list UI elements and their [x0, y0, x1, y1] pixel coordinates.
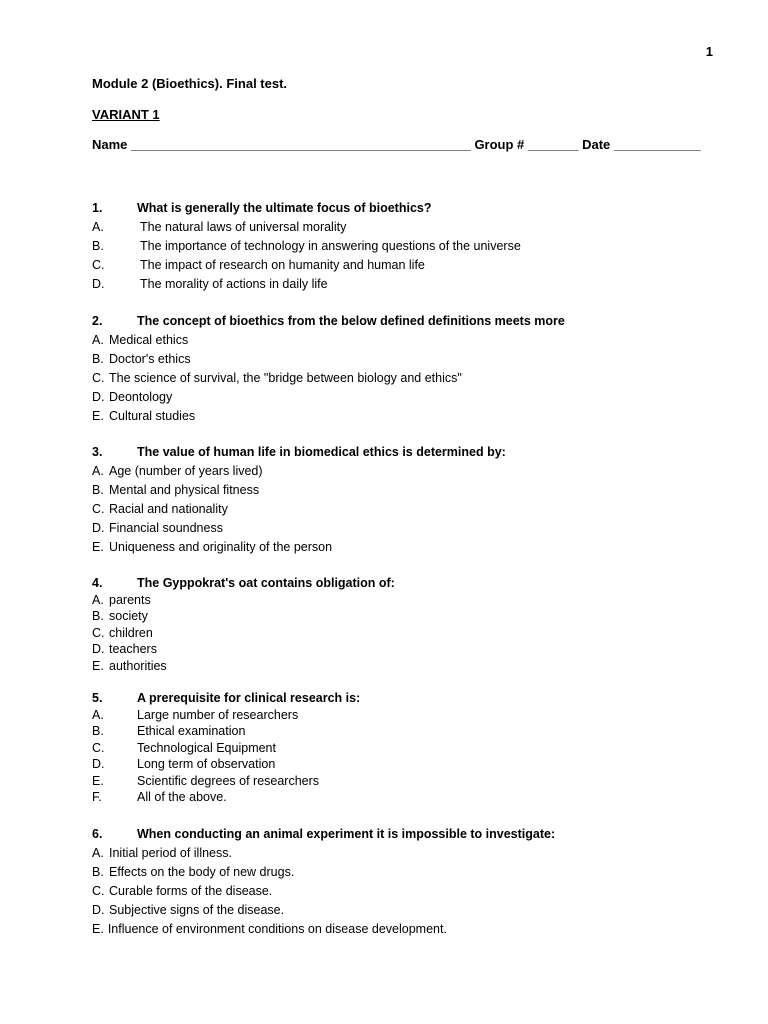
option-text: Medical ethics	[109, 333, 189, 347]
option	[92, 538, 732, 557]
option-letter: B.	[92, 609, 104, 623]
option-text: Ethical examination	[137, 724, 246, 738]
option-text: Influence of environment conditions on disease development.	[107, 922, 447, 936]
option-text: authorities	[109, 658, 167, 673]
option-letter: B.	[92, 483, 104, 497]
question-number: 3.	[92, 445, 103, 459]
option-text: All of the above.	[137, 790, 227, 804]
option	[92, 707, 732, 724]
question-text: The value of human life in biomedical ethics is determined by:	[137, 445, 506, 459]
option-text: society	[109, 609, 148, 623]
option	[92, 863, 732, 882]
option-letter: C.	[92, 502, 105, 516]
question-title	[92, 825, 732, 844]
option-text: Scientific degrees of researchers	[137, 773, 320, 788]
option-text: Age (number of years lived)	[109, 464, 263, 478]
question-text: A prerequisite for clinical research is:	[137, 691, 361, 705]
option-text: parents	[109, 592, 151, 607]
option-letter: D.	[92, 521, 105, 535]
option-letter: A.	[92, 333, 104, 347]
question-1	[92, 199, 732, 294]
option-letter: E.	[92, 773, 104, 788]
question-title	[92, 199, 732, 218]
question-6	[92, 825, 732, 939]
option-letter: B.	[92, 724, 104, 738]
option-letter: D.	[92, 903, 105, 917]
option	[92, 658, 732, 675]
option-letter: C.	[92, 625, 105, 640]
option-text: Mental and physical fitness	[109, 483, 260, 497]
option-letter: D.	[92, 390, 105, 404]
option-text: Cultural studies	[109, 409, 196, 423]
option-text: The morality of actions in daily life	[140, 277, 328, 291]
question-5	[92, 690, 732, 806]
option-letter: A.	[92, 220, 104, 234]
option-text: Deontology	[109, 390, 173, 404]
option-text: Curable forms of the disease.	[109, 884, 273, 898]
option-text: teachers	[109, 642, 157, 656]
option-letter: C.	[92, 740, 105, 755]
question-text: What is generally the ultimate focus of bioethics?	[137, 201, 432, 215]
option-text: children	[109, 625, 153, 640]
option-letter: A.	[92, 707, 104, 722]
test-title: Module 2 (Bioethics). Final test.	[92, 76, 288, 91]
option	[92, 882, 732, 901]
option	[92, 608, 732, 625]
option-letter: D.	[92, 642, 105, 656]
option	[92, 388, 732, 407]
option-text: Doctor's ethics	[109, 352, 191, 366]
option	[92, 901, 732, 920]
option-text: Large number of researchers	[137, 707, 299, 722]
question-number: 1.	[92, 201, 103, 215]
option-text: Effects on the body of new drugs.	[109, 865, 295, 879]
option-text: The natural laws of universal morality	[140, 220, 347, 234]
option-letter: C.	[92, 884, 105, 898]
option	[92, 331, 732, 350]
option-letter: F.	[92, 790, 102, 804]
option-letter: A.	[92, 846, 104, 860]
option	[92, 789, 732, 806]
option	[92, 256, 732, 275]
option-text: The importance of technology in answering questions of the universe	[140, 239, 521, 253]
option	[92, 500, 732, 519]
option-text: The science of survival, the "bridge between biology and ethics"	[109, 371, 462, 385]
question-number: 2.	[92, 314, 103, 328]
question-4	[92, 575, 732, 674]
question-3	[92, 443, 732, 557]
question-title	[92, 575, 732, 592]
option	[92, 773, 732, 790]
option-text: Long term of observation	[137, 757, 276, 771]
question-number: 4.	[92, 576, 103, 590]
option-letter: A.	[92, 464, 104, 478]
option-letter: B.	[92, 865, 104, 879]
option	[92, 218, 732, 237]
option-text: Subjective signs of the disease.	[109, 903, 285, 917]
option	[92, 756, 732, 773]
option	[92, 369, 732, 388]
option	[92, 350, 732, 369]
option-text: Technological Equipment	[137, 740, 276, 755]
question-title	[92, 443, 732, 462]
option-text: The impact of research on humanity and human life	[140, 258, 425, 272]
option	[92, 625, 732, 642]
option	[92, 641, 732, 658]
option-letter: E.	[92, 922, 104, 936]
question-number: 6.	[92, 827, 103, 841]
option	[92, 592, 732, 609]
question-number: 5.	[92, 691, 103, 705]
variant-label: VARIANT 1	[92, 107, 160, 122]
question-title	[92, 690, 732, 707]
option	[92, 237, 732, 256]
question-text: When conducting an animal experiment it is impossible to investigate:	[137, 827, 556, 841]
question-title	[92, 312, 732, 331]
option-letter: E.	[92, 658, 104, 673]
option	[92, 740, 732, 757]
option-letter: C.	[92, 258, 105, 272]
option-text: Initial period of illness.	[109, 846, 232, 860]
option	[92, 481, 732, 500]
option-letter: B.	[92, 352, 104, 366]
option	[92, 844, 732, 863]
option-text: Uniqueness and originality of the person	[109, 540, 333, 554]
name-group-date-line: Name _______________________________________________ Group # _______ Date ____________	[92, 137, 701, 152]
option-letter: A.	[92, 592, 104, 607]
option-letter: B.	[92, 239, 104, 253]
question-2	[92, 312, 732, 426]
option	[92, 407, 732, 426]
option-text: Racial and nationality	[109, 502, 228, 516]
option-letter: E.	[92, 409, 104, 423]
question-text: The Gyppokrat's oat contains obligation of:	[137, 576, 395, 590]
option	[92, 462, 732, 481]
option-letter: C.	[92, 371, 105, 385]
option-letter: D.	[92, 277, 105, 291]
page-number: 1	[705, 44, 713, 59]
option-text: Financial soundness	[109, 521, 223, 535]
question-text: The concept of bioethics from the below defined definitions meets more	[137, 314, 565, 328]
option-letter: D.	[92, 757, 105, 771]
option	[92, 723, 732, 740]
option	[92, 920, 732, 939]
option-letter: E.	[92, 540, 104, 554]
option	[92, 519, 732, 538]
option	[92, 275, 732, 294]
